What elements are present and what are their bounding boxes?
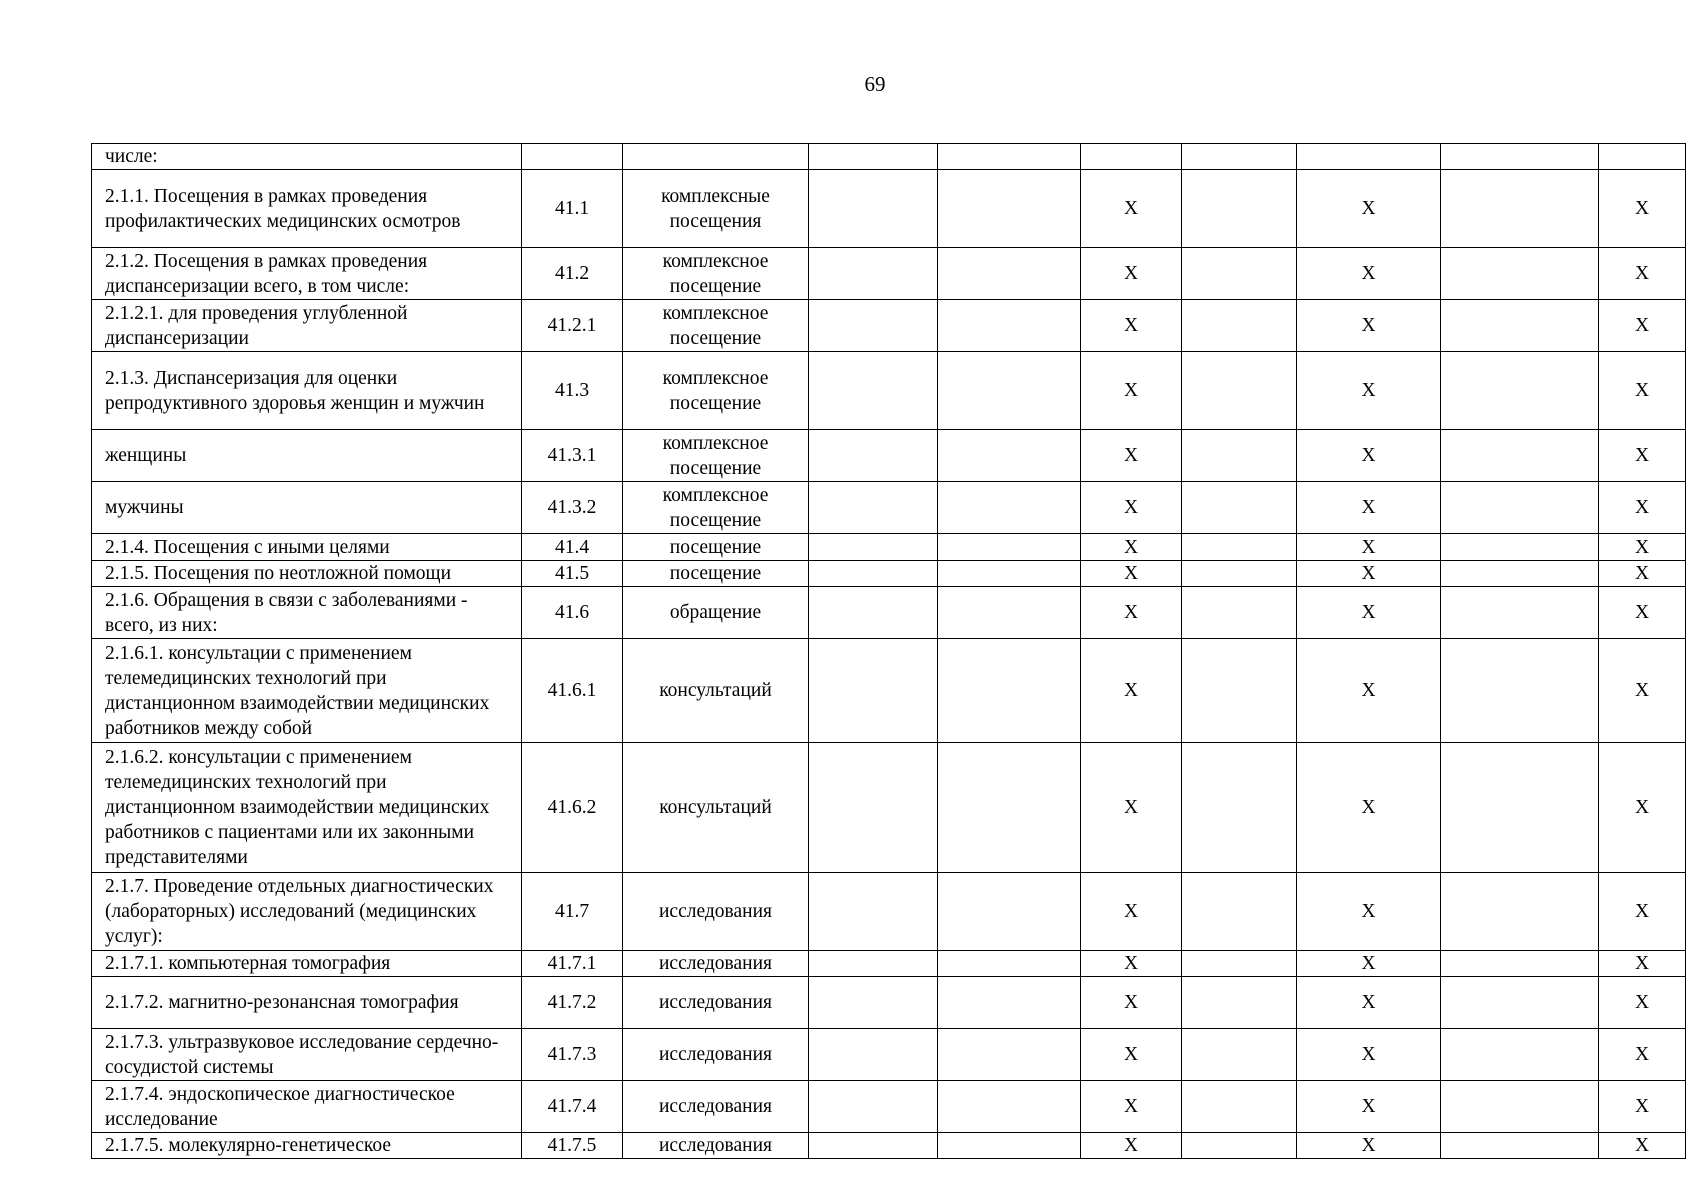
empty-cell [809,170,938,248]
x-mark-cell: Х [1081,743,1182,873]
x-mark-cell: Х [1081,248,1182,300]
row-code-cell [522,144,623,170]
empty-cell [1182,951,1297,977]
x-mark-cell: Х [1081,951,1182,977]
unit-cell: исследования [623,951,809,977]
table-row [92,977,1686,1029]
x-mark-cell: Х [1599,248,1686,300]
empty-cell [809,482,938,534]
table-row [92,1081,1686,1133]
empty-cell [809,1081,938,1133]
table-row [92,170,1686,248]
x-mark-cell: Х [1297,1133,1441,1159]
x-mark-cell: Х [1081,430,1182,482]
empty-cell [1182,1081,1297,1133]
row-code-cell: 41.5 [522,561,623,587]
x-mark-cell: Х [1297,587,1441,639]
x-mark-cell: Х [1081,639,1182,743]
empty-cell [1297,144,1441,170]
empty-cell [1441,300,1599,352]
x-mark-cell: Х [1599,482,1686,534]
x-mark-cell: Х [1297,561,1441,587]
empty-cell [1441,170,1599,248]
indicator-name-cell: 2.1.6. Обращения в связи с заболеваниями - всего, из них: [92,587,522,639]
x-mark-cell: Х [1297,482,1441,534]
empty-cell [809,587,938,639]
x-mark-cell: Х [1599,1081,1686,1133]
x-mark-cell: Х [1081,1029,1182,1081]
empty-cell [1441,1029,1599,1081]
indicator-name-cell: женщины [92,430,522,482]
row-code-cell: 41.7.2 [522,977,623,1029]
unit-cell: посещение [623,534,809,561]
indicator-name-cell: 2.1.6.1. консультации с применением телемедицинских технологий при дистанционном взаимодействии медицинских работников между собой [92,639,522,743]
empty-cell [809,248,938,300]
empty-cell [809,951,938,977]
x-mark-cell: Х [1599,170,1686,248]
indicator-name-cell: 2.1.7.1. компьютерная томография [92,951,522,977]
empty-cell [809,561,938,587]
table-row [92,352,1686,430]
empty-cell [1182,977,1297,1029]
empty-cell [1441,482,1599,534]
x-mark-cell: Х [1081,587,1182,639]
row-code-cell: 41.2.1 [522,300,623,352]
row-code-cell: 41.7.4 [522,1081,623,1133]
x-mark-cell: Х [1081,977,1182,1029]
row-code-cell: 41.6.1 [522,639,623,743]
x-mark-cell: Х [1297,300,1441,352]
indicator-name-cell: 2.1.5. Посещения по неотложной помощи [92,561,522,587]
empty-cell [1441,534,1599,561]
unit-cell: комплексное посещение [623,300,809,352]
row-code-cell: 41.6 [522,587,623,639]
row-code-cell: 41.7.1 [522,951,623,977]
empty-cell [1081,144,1182,170]
x-mark-cell: Х [1599,300,1686,352]
indicator-name-cell: 2.1.7. Проведение отдельных диагностических (лабораторных) исследований (медицинских услуг): [92,873,522,951]
x-mark-cell: Х [1081,1081,1182,1133]
x-mark-cell: Х [1599,430,1686,482]
x-mark-cell: Х [1599,1029,1686,1081]
empty-cell [938,587,1081,639]
indicator-name-cell: мужчины [92,482,522,534]
empty-cell [1599,144,1686,170]
table-row [92,951,1686,977]
empty-cell [938,1081,1081,1133]
x-mark-cell: Х [1297,1081,1441,1133]
empty-cell [1441,873,1599,951]
empty-cell [938,561,1081,587]
empty-cell [1441,639,1599,743]
unit-cell: исследования [623,1081,809,1133]
x-mark-cell: Х [1297,1029,1441,1081]
table-row [92,639,1686,743]
empty-cell [1182,170,1297,248]
table-row [92,873,1686,951]
empty-cell [938,873,1081,951]
indicator-name-cell: 2.1.6.2. консультации с применением телемедицинских технологий при дистанционном взаимодействии медицинских работников с пациентами или их законными представителями [92,743,522,873]
indicator-name-cell: 2.1.7.5. молекулярно-генетическое [92,1133,522,1159]
data-table [91,143,1686,1159]
empty-cell [1441,248,1599,300]
empty-cell [1182,352,1297,430]
x-mark-cell: Х [1081,170,1182,248]
x-mark-cell: Х [1599,743,1686,873]
empty-cell [1182,1029,1297,1081]
empty-cell [809,1133,938,1159]
indicator-name-cell: 2.1.3. Диспансеризация для оценки репродуктивного здоровья женщин и мужчин [92,352,522,430]
table-row [92,430,1686,482]
empty-cell [938,482,1081,534]
empty-cell [1182,482,1297,534]
empty-cell [1441,743,1599,873]
x-mark-cell: Х [1599,352,1686,430]
empty-cell [809,743,938,873]
indicator-name-cell: 2.1.2.1. для проведения углубленной диспансеризации [92,300,522,352]
indicator-name-cell: 2.1.4. Посещения с иными целями [92,534,522,561]
x-mark-cell: Х [1297,430,1441,482]
empty-cell [1441,977,1599,1029]
x-mark-cell: Х [1297,951,1441,977]
row-code-cell: 41.7 [522,873,623,951]
row-code-cell: 41.1 [522,170,623,248]
row-code-cell: 41.7.5 [522,1133,623,1159]
x-mark-cell: Х [1599,873,1686,951]
unit-cell: исследования [623,1029,809,1081]
empty-cell [1441,587,1599,639]
table-row [92,534,1686,561]
x-mark-cell: Х [1081,300,1182,352]
indicator-name-cell: 2.1.7.3. ультразвуковое исследование сердечно-сосудистой системы [92,1029,522,1081]
empty-cell [1182,743,1297,873]
indicator-name-cell: 2.1.7.4. эндоскопическое диагностическое исследование [92,1081,522,1133]
unit-cell: комплексные посещения [623,170,809,248]
empty-cell [809,430,938,482]
table-row [92,561,1686,587]
x-mark-cell: Х [1297,977,1441,1029]
row-code-cell: 41.2 [522,248,623,300]
empty-cell [809,873,938,951]
row-code-cell: 41.7.3 [522,1029,623,1081]
row-code-cell: 41.4 [522,534,623,561]
x-mark-cell: Х [1297,743,1441,873]
empty-cell [938,430,1081,482]
table-row [92,1029,1686,1081]
empty-cell [1441,1133,1599,1159]
empty-cell [1441,144,1599,170]
unit-cell: комплексное посещение [623,248,809,300]
x-mark-cell: Х [1081,1133,1182,1159]
empty-cell [938,144,1081,170]
unit-cell: комплексное посещение [623,430,809,482]
empty-cell [1182,430,1297,482]
x-mark-cell: Х [1081,561,1182,587]
unit-cell [623,144,809,170]
table-row [92,482,1686,534]
x-mark-cell: Х [1081,873,1182,951]
indicator-name-cell: 2.1.1. Посещения в рамках проведения профилактических медицинских осмотров [92,170,522,248]
unit-cell: комплексное посещение [623,352,809,430]
empty-cell [1441,1081,1599,1133]
x-mark-cell: Х [1081,482,1182,534]
empty-cell [938,534,1081,561]
unit-cell: консультаций [623,743,809,873]
x-mark-cell: Х [1297,248,1441,300]
x-mark-cell: Х [1081,534,1182,561]
empty-cell [1441,561,1599,587]
empty-cell [938,1133,1081,1159]
unit-cell: обращение [623,587,809,639]
empty-cell [938,951,1081,977]
x-mark-cell: Х [1599,1133,1686,1159]
empty-cell [938,248,1081,300]
x-mark-cell: Х [1297,873,1441,951]
page-number: 69 [864,72,886,96]
empty-cell [809,977,938,1029]
table-row [92,587,1686,639]
x-mark-cell: Х [1599,587,1686,639]
empty-cell [809,300,938,352]
empty-cell [1182,144,1297,170]
row-code-cell: 41.3.1 [522,430,623,482]
x-mark-cell: Х [1599,534,1686,561]
x-mark-cell: Х [1599,977,1686,1029]
empty-cell [1182,1133,1297,1159]
unit-cell: исследования [623,1133,809,1159]
empty-cell [938,170,1081,248]
x-mark-cell: Х [1297,639,1441,743]
indicator-name-cell: 2.1.7.2. магнитно-резонансная томография [92,977,522,1029]
empty-cell [809,144,938,170]
x-mark-cell: Х [1297,170,1441,248]
table-row [92,144,1686,170]
x-mark-cell: Х [1599,951,1686,977]
x-mark-cell: Х [1599,639,1686,743]
unit-cell: исследования [623,977,809,1029]
table-row [92,248,1686,300]
indicator-name-cell: 2.1.2. Посещения в рамках проведения диспансеризации всего, в том числе: [92,248,522,300]
empty-cell [938,639,1081,743]
empty-cell [1182,300,1297,352]
empty-cell [1182,587,1297,639]
x-mark-cell: Х [1599,561,1686,587]
empty-cell [938,300,1081,352]
empty-cell [1182,873,1297,951]
empty-cell [1441,951,1599,977]
row-code-cell: 41.3.2 [522,482,623,534]
x-mark-cell: Х [1297,534,1441,561]
empty-cell [1441,352,1599,430]
row-code-cell: 41.6.2 [522,743,623,873]
empty-cell [938,977,1081,1029]
x-mark-cell: Х [1297,352,1441,430]
table-row [92,300,1686,352]
indicator-name-cell: числе: [92,144,522,170]
empty-cell [809,639,938,743]
unit-cell: исследования [623,873,809,951]
empty-cell [809,1029,938,1081]
empty-cell [1182,248,1297,300]
unit-cell: посещение [623,561,809,587]
empty-cell [938,743,1081,873]
empty-cell [938,1029,1081,1081]
unit-cell: консультаций [623,639,809,743]
row-code-cell: 41.3 [522,352,623,430]
empty-cell [1182,561,1297,587]
empty-cell [938,352,1081,430]
empty-cell [809,534,938,561]
table-row [92,1133,1686,1159]
x-mark-cell: Х [1081,352,1182,430]
empty-cell [1441,430,1599,482]
unit-cell: комплексное посещение [623,482,809,534]
empty-cell [1182,534,1297,561]
empty-cell [809,352,938,430]
table-row [92,743,1686,873]
empty-cell [1182,639,1297,743]
